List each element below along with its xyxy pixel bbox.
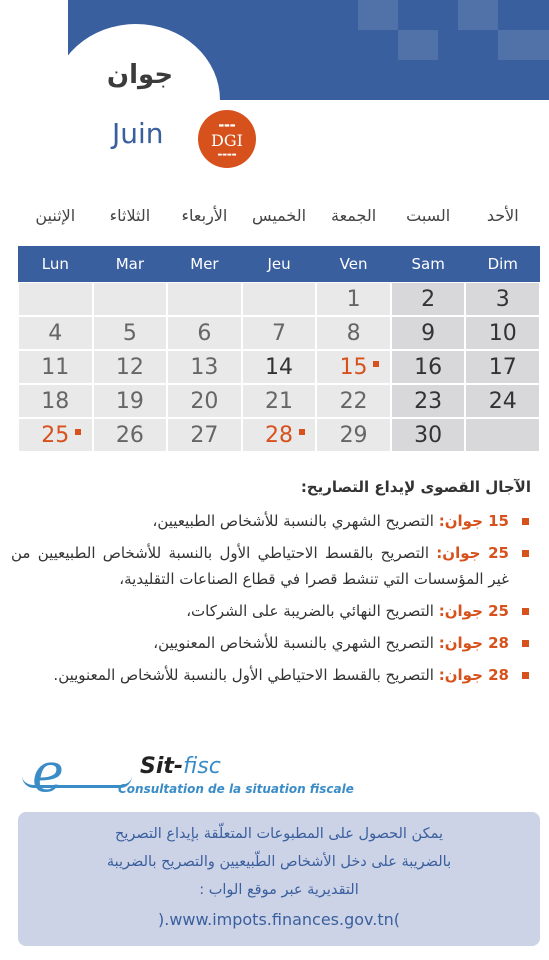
calendar-day-number: 28: [264, 423, 293, 448]
calendar-day-number: 24: [488, 389, 517, 414]
weekday-arabic: السبت: [406, 206, 451, 225]
calendar-day-number: 18: [41, 389, 70, 414]
dgi-logo-text: DGI: [211, 131, 243, 150]
info-line: التقديرية عبر موقع الواب :: [199, 882, 359, 898]
deadline-item: [11, 630, 531, 656]
calendar-day-number: 1: [346, 287, 361, 312]
calendar-day-cell: [93, 350, 168, 384]
weekday-french: Jeu: [267, 255, 291, 273]
calendar-day-cell: [391, 316, 466, 350]
calendar-day-cell: [391, 282, 466, 316]
calendar-day-number: 19: [115, 389, 144, 414]
calendar-day-cell: [316, 316, 391, 350]
calendar-day-number: 20: [190, 389, 219, 414]
sitfisc-name-sit: Sit-: [140, 754, 184, 779]
deadline-item: [11, 662, 531, 688]
bullet-square-icon: [522, 608, 529, 615]
deadline-item: [11, 540, 531, 592]
deadline-date: 15 جوان:: [438, 512, 509, 530]
calendar-day-number: 11: [41, 355, 70, 380]
calendar-day-number: 25: [41, 423, 70, 448]
calendar-day-cell: [93, 418, 168, 452]
sitfisc-e-mark: e: [32, 741, 64, 804]
bullet-square-icon: [522, 672, 529, 679]
deadline-date: 25 جوان:: [438, 602, 509, 620]
calendar-empty-cell: [465, 418, 540, 452]
website-link[interactable]: ).www.impots.finances.gov.tn(: [157, 910, 400, 929]
calendar-day-cell: [465, 282, 540, 316]
weekday-french: Mar: [115, 255, 145, 273]
dgi-logo-top-line: ▬▬▬: [218, 122, 236, 129]
bullet-square-icon: [522, 550, 529, 557]
deadline-text: التصريح بالقسط الاحتياطي الأول بالنسبة للأشخاص المعنويين.: [53, 666, 439, 684]
calendar-day-cell: [93, 316, 168, 350]
deadline-text: التصريح الشهري بالنسبة للأشخاص المعنويين،: [153, 634, 439, 652]
weekday-french: Sam: [411, 255, 445, 273]
calendar-day-cell: [18, 350, 93, 384]
calendar-day-number: 8: [346, 321, 361, 346]
calendar-day-number: 10: [488, 321, 517, 346]
deadline-text: التصريح الشهري بالنسبة للأشخاص الطبيعيين،: [152, 512, 439, 530]
calendar-day-number: 23: [414, 389, 443, 414]
weekday-arabic: الإثنين: [35, 206, 76, 225]
calendar-day-cell: [242, 316, 317, 350]
weekday-arabic: الثلاثاء: [109, 206, 151, 225]
calendar-day-number: 6: [197, 321, 212, 346]
weekday-french: Mer: [190, 255, 219, 273]
calendar-grid: [18, 282, 540, 452]
header-decor-tile: [358, 0, 398, 30]
info-box: [18, 812, 540, 946]
deadline-item: [11, 508, 531, 534]
deadline-marker: [373, 361, 379, 367]
header-decor-tile: [458, 0, 498, 30]
calendar-day-number: 14: [264, 355, 293, 380]
deadline-marker: [75, 429, 81, 435]
sitfisc-tagline: Consultation de la situation fiscale: [118, 782, 354, 796]
calendar-day-cell: [391, 350, 466, 384]
weekday-arabic: الأربعاء: [181, 206, 228, 225]
deadlines-section: [11, 478, 531, 694]
calendar-day-cell: [242, 384, 317, 418]
header-decor-tile: [398, 30, 438, 60]
calendar-day-cell: [316, 350, 391, 384]
deadline-marker: [299, 429, 305, 435]
calendar-day-cell: [391, 384, 466, 418]
month-title-french: Juin: [112, 117, 164, 150]
calendar-day-cell: [93, 384, 168, 418]
calendar-day-number: 22: [339, 389, 368, 414]
calendar-day-cell: [242, 418, 317, 452]
deadlines-title: الآجال القصوى لإيداع التصاريح:: [300, 478, 531, 496]
calendar-day-cell: [316, 282, 391, 316]
calendar-day-cell: [465, 384, 540, 418]
weekday-arabic: الجمعة: [331, 206, 377, 225]
calendar-day-number: 12: [115, 355, 144, 380]
month-title-arabic: جوان: [106, 60, 174, 90]
calendar-day-number: 3: [495, 287, 510, 312]
dgi-logo: [198, 110, 256, 168]
deadline-date: 28 جوان:: [438, 666, 509, 684]
sitfisc-name: [140, 754, 221, 779]
weekday-french: Lun: [41, 255, 69, 273]
calendar-day-cell: [316, 384, 391, 418]
calendar-day-number: 5: [122, 321, 137, 346]
calendar-day-cell: [465, 316, 540, 350]
calendar-day-cell: [391, 418, 466, 452]
weekday-french: Ven: [339, 255, 368, 273]
calendar-day-number: 7: [271, 321, 286, 346]
weekday-french-header: [18, 246, 540, 282]
calendar-day-number: 27: [190, 423, 219, 448]
weekday-arabic: الخميس: [251, 206, 307, 225]
weekday-arabic-row: [18, 206, 540, 236]
calendar-day-number: 4: [48, 321, 63, 346]
dgi-logo-bottom-line: ▬▬▬▬: [217, 152, 237, 158]
info-line: بالضريبة على دخل الأشخاص الطّبيعيين والتصريح بالضريبة: [106, 854, 452, 870]
calendar-empty-cell: [242, 282, 317, 316]
deadline-date: 28 جوان:: [438, 634, 509, 652]
sitfisc-logo: [22, 741, 422, 804]
deadline-date: 25 جوان:: [436, 544, 509, 562]
deadlines-list: [11, 508, 531, 688]
calendar-empty-cell: [18, 282, 93, 316]
info-line: يمكن الحصول على المطبوعات المتعلّقة بإيداع التصريح: [114, 826, 444, 842]
month-disc: [52, 24, 220, 176]
bullet-square-icon: [522, 518, 529, 525]
bullet-square-icon: [522, 640, 529, 647]
calendar-empty-cell: [167, 282, 242, 316]
calendar-day-cell: [167, 316, 242, 350]
calendar-day-number: 29: [339, 423, 368, 448]
calendar-day-number: 9: [421, 321, 436, 346]
calendar-day-cell: [167, 384, 242, 418]
calendar-day-number: 26: [115, 423, 144, 448]
calendar-day-cell: [465, 350, 540, 384]
calendar-day-cell: [242, 350, 317, 384]
header-decor-tile: [498, 30, 549, 60]
weekday-french: Dim: [487, 255, 518, 273]
calendar-day-cell: [167, 350, 242, 384]
weekday-arabic: الأحد: [486, 206, 519, 225]
calendar-day-number: 13: [190, 355, 219, 380]
calendar-day-number: 2: [421, 287, 436, 312]
deadline-text: التصريح النهائي بالضريبة على الشركات،: [186, 602, 439, 620]
calendar-day-number: 21: [264, 389, 293, 414]
deadline-item: [11, 598, 531, 624]
calendar-day-cell: [167, 418, 242, 452]
calendar-day-number: 16: [414, 355, 443, 380]
deadline-text: التصريح بالقسط الاحتياطي الأول بالنسبة للأشخاص الطبيعيين من غير المؤسسات التي تنشط قصرا في قطاع الصناعات التقليدية،: [11, 544, 509, 588]
sitfisc-name-fisc: fisc: [183, 754, 221, 779]
calendar-day-number: 15: [339, 355, 368, 380]
calendar-day-cell: [18, 316, 93, 350]
calendar-day-cell: [18, 418, 93, 452]
calendar-day-cell: [316, 418, 391, 452]
calendar-empty-cell: [93, 282, 168, 316]
calendar-day-number: 17: [488, 355, 517, 380]
calendar-day-number: 30: [414, 423, 443, 448]
calendar-day-cell: [18, 384, 93, 418]
